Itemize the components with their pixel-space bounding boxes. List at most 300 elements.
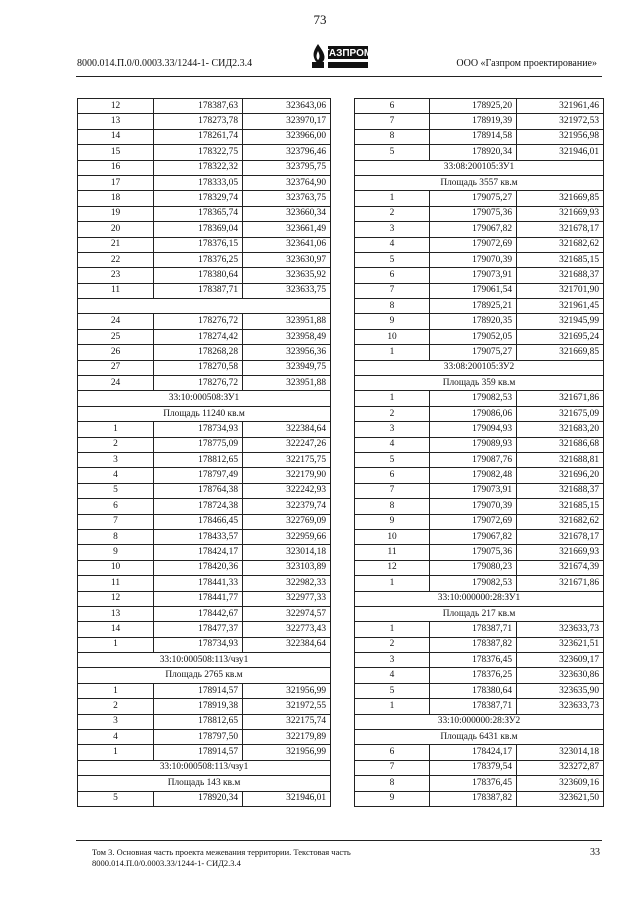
point-number-cell: 11 bbox=[78, 576, 154, 591]
y-coordinate-cell: 323609,17 bbox=[517, 653, 604, 668]
table-row bbox=[78, 437, 331, 452]
x-coordinate-cell: 178387,82 bbox=[430, 637, 517, 652]
x-coordinate-cell: 178424,17 bbox=[154, 545, 243, 560]
table-row bbox=[355, 776, 604, 791]
section-header-cell: Площадь 11240 кв.м bbox=[78, 406, 331, 421]
point-number-cell: 6 bbox=[355, 99, 430, 114]
table-row bbox=[78, 283, 331, 298]
table-row bbox=[78, 129, 331, 144]
point-number-cell: 3 bbox=[78, 452, 154, 467]
x-coordinate-cell: 179061,54 bbox=[430, 283, 517, 298]
table-row bbox=[78, 576, 331, 591]
section-header-row bbox=[78, 299, 331, 314]
point-number-cell: 1 bbox=[78, 422, 154, 437]
table-row bbox=[78, 622, 331, 637]
section-header-row bbox=[78, 653, 331, 668]
x-coordinate-cell: 178775,09 bbox=[154, 437, 243, 452]
point-number-cell: 1 bbox=[355, 622, 430, 637]
point-number-cell: 7 bbox=[355, 483, 430, 498]
y-coordinate-cell: 323635,90 bbox=[517, 683, 604, 698]
table-row bbox=[78, 591, 331, 606]
y-coordinate-cell: 323014,18 bbox=[243, 545, 331, 560]
point-number-cell: 1 bbox=[355, 391, 430, 406]
section-header-cell: Площадь 217 кв.м bbox=[355, 606, 604, 621]
table-row bbox=[355, 283, 604, 298]
point-number-cell: 12 bbox=[78, 591, 154, 606]
x-coordinate-cell: 178920,35 bbox=[430, 314, 517, 329]
table-row bbox=[355, 145, 604, 160]
x-coordinate-cell: 178387,82 bbox=[430, 791, 517, 806]
coordinates-table-left bbox=[77, 98, 331, 807]
table-row bbox=[78, 252, 331, 267]
x-coordinate-cell: 178477,37 bbox=[154, 622, 243, 637]
y-coordinate-cell: 323660,34 bbox=[243, 206, 331, 221]
y-coordinate-cell: 322175,75 bbox=[243, 452, 331, 467]
y-coordinate-cell: 323014,18 bbox=[517, 745, 604, 760]
table-row bbox=[355, 345, 604, 360]
x-coordinate-cell: 179067,82 bbox=[430, 222, 517, 237]
y-coordinate-cell: 321671,86 bbox=[517, 576, 604, 591]
y-coordinate-cell: 322242,93 bbox=[243, 483, 331, 498]
point-number-cell: 2 bbox=[78, 437, 154, 452]
x-coordinate-cell: 179086,06 bbox=[430, 406, 517, 421]
section-header-row bbox=[355, 360, 604, 375]
y-coordinate-cell: 321946,01 bbox=[517, 145, 604, 160]
section-header-cell bbox=[78, 299, 331, 314]
point-number-cell: 4 bbox=[78, 730, 154, 745]
point-number-cell: 5 bbox=[78, 483, 154, 498]
point-number-cell: 2 bbox=[355, 637, 430, 652]
gazprom-logo-icon bbox=[306, 40, 372, 76]
table-row bbox=[78, 206, 331, 221]
point-number-cell: 13 bbox=[78, 606, 154, 621]
table-row bbox=[355, 452, 604, 467]
y-coordinate-cell: 321956,99 bbox=[243, 683, 331, 698]
x-coordinate-cell: 178466,45 bbox=[154, 514, 243, 529]
table-row bbox=[78, 268, 331, 283]
coordinates-table-right bbox=[354, 98, 604, 807]
point-number-cell: 24 bbox=[78, 376, 154, 391]
point-number-cell: 5 bbox=[355, 452, 430, 467]
y-coordinate-cell: 321946,01 bbox=[243, 791, 331, 806]
point-number-cell: 1 bbox=[355, 699, 430, 714]
point-number-cell: 9 bbox=[78, 545, 154, 560]
section-header-cell: Площадь 2765 кв.м bbox=[78, 668, 331, 683]
table-row bbox=[355, 191, 604, 206]
point-number-cell: 8 bbox=[355, 129, 430, 144]
section-header-row bbox=[355, 175, 604, 190]
section-header-cell: Площадь 359 кв.м bbox=[355, 376, 604, 391]
section-header-row bbox=[78, 391, 331, 406]
x-coordinate-cell: 178329,74 bbox=[154, 191, 243, 206]
x-coordinate-cell: 178387,71 bbox=[154, 283, 243, 298]
x-coordinate-cell: 178387,71 bbox=[430, 622, 517, 637]
point-number-cell: 4 bbox=[78, 468, 154, 483]
y-coordinate-cell: 321669,93 bbox=[517, 545, 604, 560]
point-number-cell: 20 bbox=[78, 222, 154, 237]
y-coordinate-cell: 321688,81 bbox=[517, 452, 604, 467]
section-header-row bbox=[355, 606, 604, 621]
y-coordinate-cell: 323951,88 bbox=[243, 376, 331, 391]
point-number-cell: 4 bbox=[355, 237, 430, 252]
table-row bbox=[355, 237, 604, 252]
y-coordinate-cell: 321688,37 bbox=[517, 268, 604, 283]
section-header-cell: 33:10:000508:113/чзу1 bbox=[78, 653, 331, 668]
point-number-cell: 4 bbox=[355, 668, 430, 683]
table-row bbox=[355, 222, 604, 237]
table-row bbox=[78, 545, 331, 560]
point-number-cell: 6 bbox=[355, 268, 430, 283]
table-row bbox=[78, 329, 331, 344]
section-header-row bbox=[355, 730, 604, 745]
table-row bbox=[355, 468, 604, 483]
table-row bbox=[78, 360, 331, 375]
table-row bbox=[355, 760, 604, 775]
section-header-cell: 33:10:000508:113/чзу1 bbox=[78, 760, 331, 775]
y-coordinate-cell: 322179,89 bbox=[243, 730, 331, 745]
svg-text:ГАЗПРОМ: ГАЗПРОМ bbox=[323, 48, 372, 59]
table-row bbox=[355, 206, 604, 221]
x-coordinate-cell: 178433,57 bbox=[154, 529, 243, 544]
x-coordinate-cell: 179070,39 bbox=[430, 252, 517, 267]
section-header-cell: 33:08:200105:ЗУ1 bbox=[355, 160, 604, 175]
x-coordinate-cell: 179072,69 bbox=[430, 237, 517, 252]
table-row bbox=[355, 637, 604, 652]
point-number-cell: 2 bbox=[355, 206, 430, 221]
point-number-cell: 1 bbox=[78, 637, 154, 652]
y-coordinate-cell: 323966,00 bbox=[243, 129, 331, 144]
y-coordinate-cell: 322384,64 bbox=[243, 637, 331, 652]
section-header-cell: Площадь 3557 кв.м bbox=[355, 175, 604, 190]
y-coordinate-cell: 323633,75 bbox=[243, 283, 331, 298]
y-coordinate-cell: 321678,17 bbox=[517, 529, 604, 544]
y-coordinate-cell: 321956,99 bbox=[243, 745, 331, 760]
y-coordinate-cell: 323635,92 bbox=[243, 268, 331, 283]
point-number-cell: 12 bbox=[355, 560, 430, 575]
point-number-cell: 14 bbox=[78, 622, 154, 637]
table-row bbox=[78, 468, 331, 483]
x-coordinate-cell: 179087,76 bbox=[430, 452, 517, 467]
x-coordinate-cell: 179082,53 bbox=[430, 391, 517, 406]
x-coordinate-cell: 178261,74 bbox=[154, 129, 243, 144]
point-number-cell: 11 bbox=[355, 545, 430, 560]
y-coordinate-cell: 323795,75 bbox=[243, 160, 331, 175]
table-row bbox=[355, 683, 604, 698]
point-number-cell: 7 bbox=[355, 760, 430, 775]
x-coordinate-cell: 178376,25 bbox=[430, 668, 517, 683]
point-number-cell: 6 bbox=[355, 468, 430, 483]
footer-text bbox=[92, 847, 351, 869]
y-coordinate-cell: 322247,26 bbox=[243, 437, 331, 452]
table-row bbox=[78, 714, 331, 729]
table-row bbox=[355, 437, 604, 452]
x-coordinate-cell: 179070,39 bbox=[430, 499, 517, 514]
x-coordinate-cell: 179067,82 bbox=[430, 529, 517, 544]
header-organization: ООО «Газпром проектирование» bbox=[456, 58, 597, 69]
x-coordinate-cell: 178387,71 bbox=[430, 699, 517, 714]
table-row bbox=[78, 529, 331, 544]
x-coordinate-cell: 178919,39 bbox=[430, 114, 517, 129]
x-coordinate-cell: 179075,27 bbox=[430, 345, 517, 360]
table-row bbox=[78, 345, 331, 360]
table-row bbox=[78, 514, 331, 529]
y-coordinate-cell: 322959,66 bbox=[243, 529, 331, 544]
point-number-cell: 8 bbox=[355, 499, 430, 514]
table-row bbox=[78, 683, 331, 698]
point-number-cell: 5 bbox=[355, 683, 430, 698]
point-number-cell: 14 bbox=[78, 129, 154, 144]
y-coordinate-cell: 321961,45 bbox=[517, 299, 604, 314]
y-coordinate-cell: 322982,33 bbox=[243, 576, 331, 591]
point-number-cell: 10 bbox=[355, 529, 430, 544]
table-row bbox=[78, 499, 331, 514]
table-row bbox=[355, 560, 604, 575]
x-coordinate-cell: 178376,45 bbox=[430, 653, 517, 668]
y-coordinate-cell: 321696,20 bbox=[517, 468, 604, 483]
y-coordinate-cell: 321682,62 bbox=[517, 237, 604, 252]
x-coordinate-cell: 178441,33 bbox=[154, 576, 243, 591]
point-number-cell: 8 bbox=[355, 299, 430, 314]
x-coordinate-cell: 179075,36 bbox=[430, 206, 517, 221]
x-coordinate-cell: 178914,57 bbox=[154, 683, 243, 698]
x-coordinate-cell: 178925,20 bbox=[430, 99, 517, 114]
x-coordinate-cell: 178724,38 bbox=[154, 499, 243, 514]
point-number-cell: 5 bbox=[78, 791, 154, 806]
y-coordinate-cell: 323951,88 bbox=[243, 314, 331, 329]
point-number-cell: 9 bbox=[355, 791, 430, 806]
table-row bbox=[355, 99, 604, 114]
x-coordinate-cell: 178925,21 bbox=[430, 299, 517, 314]
header-doc-code: 8000.014.П.0/0.0003.33/1244-1- СИД2.3.4 bbox=[77, 58, 253, 69]
y-coordinate-cell: 323970,17 bbox=[243, 114, 331, 129]
footer-line-1: Том 3. Основная часть проекта межевания территории. Текстовая часть bbox=[92, 847, 351, 857]
point-number-cell: 19 bbox=[78, 206, 154, 221]
table-row bbox=[78, 452, 331, 467]
y-coordinate-cell: 321961,46 bbox=[517, 99, 604, 114]
point-number-cell: 9 bbox=[355, 314, 430, 329]
y-coordinate-cell: 322977,33 bbox=[243, 591, 331, 606]
point-number-cell: 3 bbox=[78, 714, 154, 729]
x-coordinate-cell: 178812,65 bbox=[154, 452, 243, 467]
y-coordinate-cell: 321669,85 bbox=[517, 345, 604, 360]
x-coordinate-cell: 178442,67 bbox=[154, 606, 243, 621]
point-number-cell: 18 bbox=[78, 191, 154, 206]
point-number-cell: 1 bbox=[355, 345, 430, 360]
table-row bbox=[355, 576, 604, 591]
section-header-row bbox=[355, 714, 604, 729]
point-number-cell: 10 bbox=[355, 329, 430, 344]
table-row bbox=[355, 406, 604, 421]
x-coordinate-cell: 178268,28 bbox=[154, 345, 243, 360]
x-coordinate-cell: 178322,75 bbox=[154, 145, 243, 160]
section-header-row bbox=[78, 776, 331, 791]
x-coordinate-cell: 178420,36 bbox=[154, 560, 243, 575]
y-coordinate-cell: 321675,09 bbox=[517, 406, 604, 421]
y-coordinate-cell: 322179,90 bbox=[243, 468, 331, 483]
section-header-cell: 33:08:200105:ЗУ2 bbox=[355, 360, 604, 375]
y-coordinate-cell: 321674,39 bbox=[517, 560, 604, 575]
y-coordinate-cell: 321682,62 bbox=[517, 514, 604, 529]
y-coordinate-cell: 322769,09 bbox=[243, 514, 331, 529]
point-number-cell: 13 bbox=[78, 114, 154, 129]
y-coordinate-cell: 323956,36 bbox=[243, 345, 331, 360]
section-header-cell: Площадь 6431 кв.м bbox=[355, 730, 604, 745]
y-coordinate-cell: 323633,73 bbox=[517, 622, 604, 637]
y-coordinate-cell: 323621,51 bbox=[517, 637, 604, 652]
point-number-cell: 1 bbox=[355, 191, 430, 206]
table-row bbox=[78, 99, 331, 114]
y-coordinate-cell: 323764,90 bbox=[243, 175, 331, 190]
y-coordinate-cell: 321945,99 bbox=[517, 314, 604, 329]
y-coordinate-cell: 321671,86 bbox=[517, 391, 604, 406]
y-coordinate-cell: 323272,87 bbox=[517, 760, 604, 775]
x-coordinate-cell: 178797,49 bbox=[154, 468, 243, 483]
y-coordinate-cell: 321683,20 bbox=[517, 422, 604, 437]
x-coordinate-cell: 178274,42 bbox=[154, 329, 243, 344]
header-divider bbox=[76, 76, 602, 77]
point-number-cell: 3 bbox=[355, 222, 430, 237]
section-header-cell: Площадь 143 кв.м bbox=[78, 776, 331, 791]
footer-divider bbox=[76, 840, 602, 841]
point-number-cell: 7 bbox=[355, 114, 430, 129]
point-number-cell: 2 bbox=[78, 699, 154, 714]
x-coordinate-cell: 179094,93 bbox=[430, 422, 517, 437]
y-coordinate-cell: 323630,86 bbox=[517, 668, 604, 683]
section-header-row bbox=[78, 760, 331, 775]
page-number: 73 bbox=[313, 12, 327, 27]
x-coordinate-cell: 178387,63 bbox=[154, 99, 243, 114]
table-row bbox=[78, 606, 331, 621]
x-coordinate-cell: 178322,32 bbox=[154, 160, 243, 175]
y-coordinate-cell: 321956,98 bbox=[517, 129, 604, 144]
table-row bbox=[78, 745, 331, 760]
x-coordinate-cell: 178380,64 bbox=[154, 268, 243, 283]
y-coordinate-cell: 321669,93 bbox=[517, 206, 604, 221]
x-coordinate-cell: 178919,38 bbox=[154, 699, 243, 714]
point-number-cell: 23 bbox=[78, 268, 154, 283]
table-row bbox=[355, 668, 604, 683]
point-number-cell: 5 bbox=[355, 145, 430, 160]
y-coordinate-cell: 321685,15 bbox=[517, 252, 604, 267]
x-coordinate-cell: 178270,58 bbox=[154, 360, 243, 375]
y-coordinate-cell: 323641,06 bbox=[243, 237, 331, 252]
table-row bbox=[355, 329, 604, 344]
point-number-cell: 3 bbox=[355, 653, 430, 668]
y-coordinate-cell: 323609,16 bbox=[517, 776, 604, 791]
section-header-cell: 33:10:000000:28:ЗУ2 bbox=[355, 714, 604, 729]
point-number-cell: 3 bbox=[355, 422, 430, 437]
y-coordinate-cell: 322773,43 bbox=[243, 622, 331, 637]
point-number-cell: 21 bbox=[78, 237, 154, 252]
y-coordinate-cell: 323958,49 bbox=[243, 329, 331, 344]
x-coordinate-cell: 178376,45 bbox=[430, 776, 517, 791]
point-number-cell: 6 bbox=[78, 499, 154, 514]
y-coordinate-cell: 323103,89 bbox=[243, 560, 331, 575]
x-coordinate-cell: 178734,93 bbox=[154, 422, 243, 437]
point-number-cell: 9 bbox=[355, 514, 430, 529]
table-row bbox=[355, 299, 604, 314]
table-row bbox=[78, 699, 331, 714]
table-row bbox=[78, 483, 331, 498]
x-coordinate-cell: 179075,36 bbox=[430, 545, 517, 560]
point-number-cell: 25 bbox=[78, 329, 154, 344]
table-row bbox=[355, 129, 604, 144]
table-row bbox=[355, 252, 604, 267]
table-row bbox=[355, 545, 604, 560]
table-row bbox=[355, 699, 604, 714]
table-row bbox=[78, 376, 331, 391]
x-coordinate-cell: 178276,72 bbox=[154, 376, 243, 391]
table-row bbox=[78, 730, 331, 745]
y-coordinate-cell: 322974,57 bbox=[243, 606, 331, 621]
table-row bbox=[78, 160, 331, 175]
point-number-cell: 2 bbox=[355, 406, 430, 421]
section-header-row bbox=[355, 376, 604, 391]
table-row bbox=[355, 745, 604, 760]
point-number-cell: 27 bbox=[78, 360, 154, 375]
point-number-cell: 24 bbox=[78, 314, 154, 329]
point-number-cell: 6 bbox=[355, 745, 430, 760]
x-coordinate-cell: 179073,91 bbox=[430, 268, 517, 283]
x-coordinate-cell: 179073,91 bbox=[430, 483, 517, 498]
point-number-cell: 1 bbox=[78, 683, 154, 698]
y-coordinate-cell: 321678,17 bbox=[517, 222, 604, 237]
point-number-cell: 16 bbox=[78, 160, 154, 175]
table-row bbox=[355, 391, 604, 406]
table-row bbox=[355, 114, 604, 129]
point-number-cell: 1 bbox=[355, 576, 430, 591]
point-number-cell: 5 bbox=[355, 252, 430, 267]
point-number-cell: 4 bbox=[355, 437, 430, 452]
table-row bbox=[355, 622, 604, 637]
table-row bbox=[78, 637, 331, 652]
section-header-row bbox=[78, 406, 331, 421]
point-number-cell: 22 bbox=[78, 252, 154, 267]
x-coordinate-cell: 178920,34 bbox=[154, 791, 243, 806]
y-coordinate-cell: 323796,46 bbox=[243, 145, 331, 160]
point-number-cell: 7 bbox=[78, 514, 154, 529]
point-number-cell: 1 bbox=[78, 745, 154, 760]
point-number-cell: 15 bbox=[78, 145, 154, 160]
point-number-cell: 8 bbox=[78, 529, 154, 544]
y-coordinate-cell: 322175,74 bbox=[243, 714, 331, 729]
table-row bbox=[78, 791, 331, 806]
table-row bbox=[78, 222, 331, 237]
point-number-cell: 17 bbox=[78, 175, 154, 190]
table-row bbox=[355, 791, 604, 806]
x-coordinate-cell: 178920,34 bbox=[430, 145, 517, 160]
table-row bbox=[355, 653, 604, 668]
x-coordinate-cell: 178379,54 bbox=[430, 760, 517, 775]
y-coordinate-cell: 321686,68 bbox=[517, 437, 604, 452]
x-coordinate-cell: 178914,58 bbox=[430, 129, 517, 144]
table-row bbox=[78, 237, 331, 252]
table-row bbox=[78, 175, 331, 190]
x-coordinate-cell: 178734,93 bbox=[154, 637, 243, 652]
x-coordinate-cell: 178812,65 bbox=[154, 714, 243, 729]
x-coordinate-cell: 178369,04 bbox=[154, 222, 243, 237]
y-coordinate-cell: 323633,73 bbox=[517, 699, 604, 714]
section-header-cell: 33:10:000508:ЗУ1 bbox=[78, 391, 331, 406]
table-row bbox=[78, 114, 331, 129]
y-coordinate-cell: 321685,15 bbox=[517, 499, 604, 514]
y-coordinate-cell: 321972,55 bbox=[243, 699, 331, 714]
x-coordinate-cell: 179052,05 bbox=[430, 329, 517, 344]
x-coordinate-cell: 178273,78 bbox=[154, 114, 243, 129]
y-coordinate-cell: 323661,49 bbox=[243, 222, 331, 237]
point-number-cell: 7 bbox=[355, 283, 430, 298]
x-coordinate-cell: 178376,15 bbox=[154, 237, 243, 252]
